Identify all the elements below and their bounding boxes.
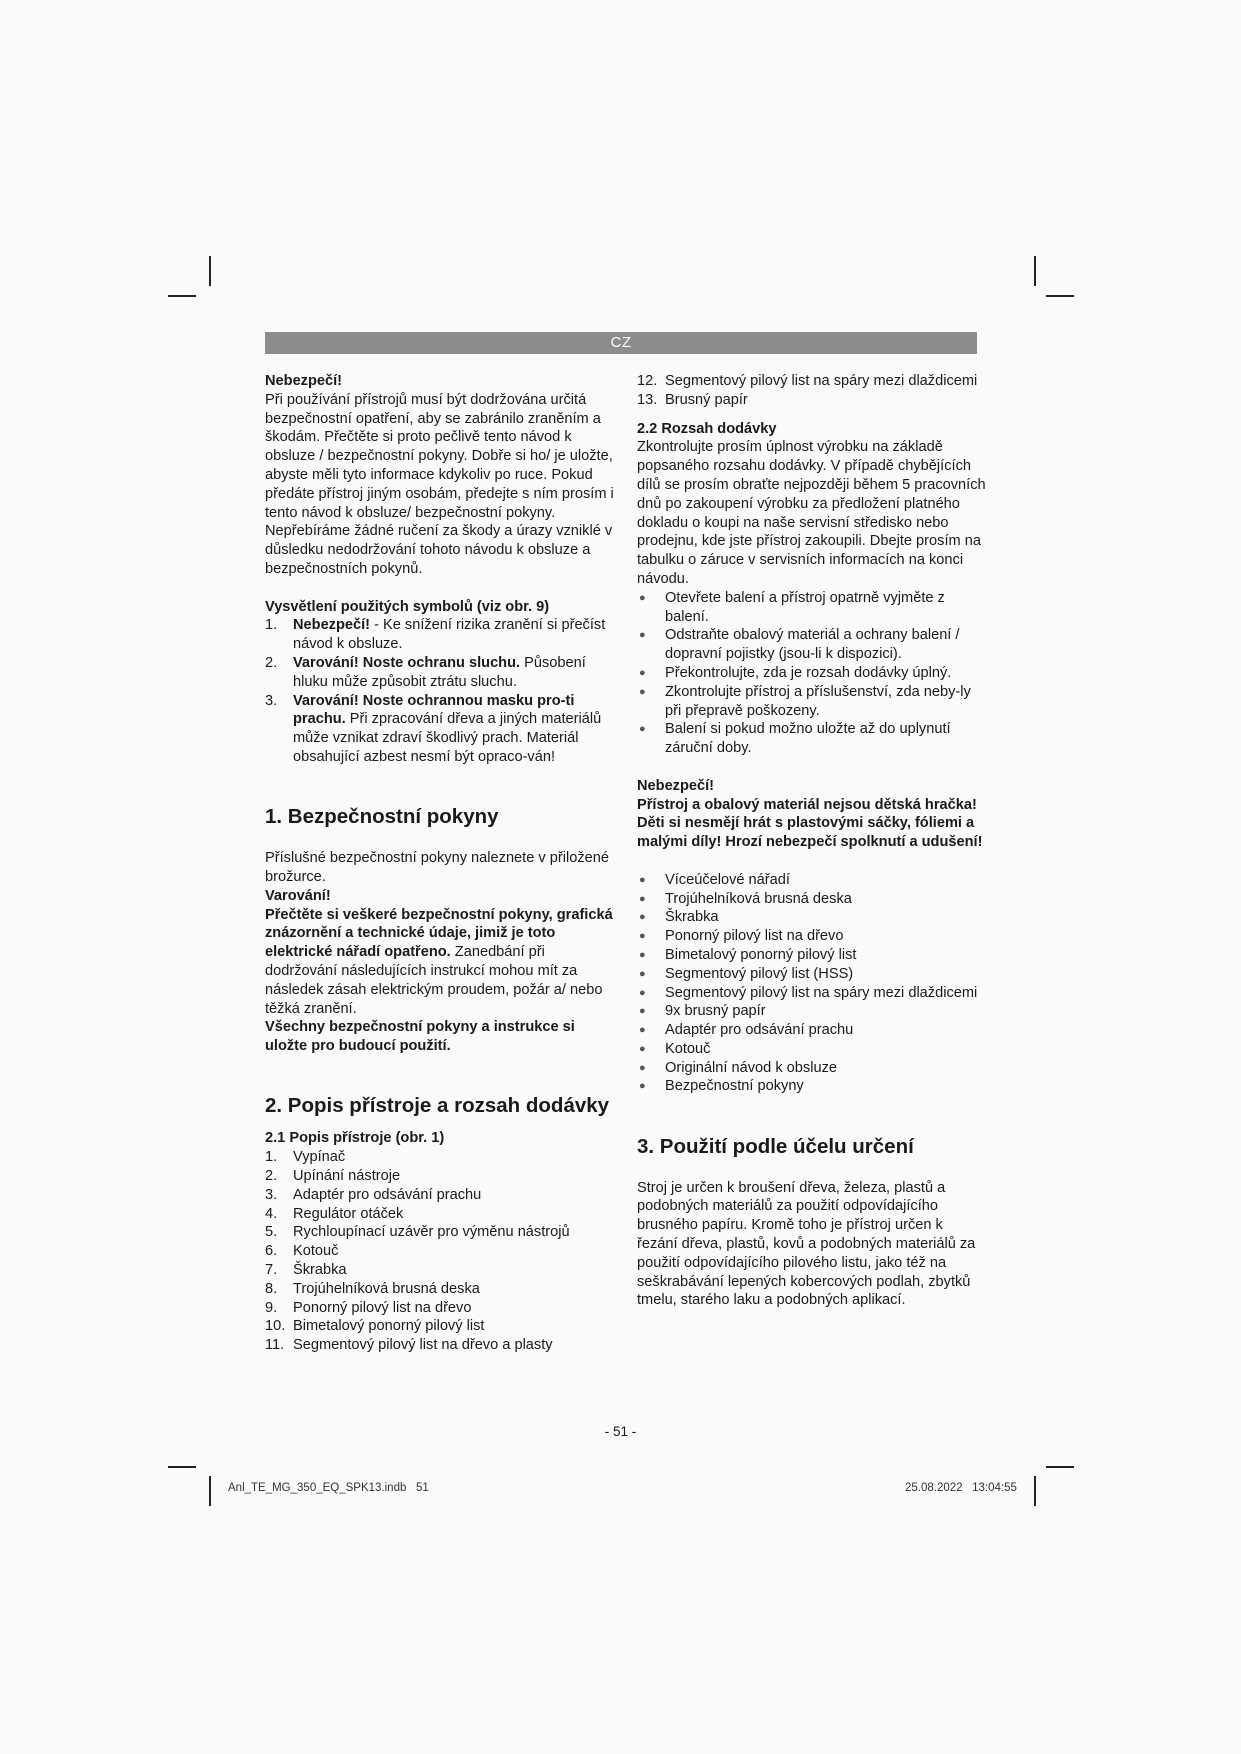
list-item: 6. Kotouč — [265, 1243, 339, 1260]
section-heading: 2. Popis přístroje a rozsah dodávky — [265, 1094, 610, 1118]
print-timestamp: 25.08.2022 13:04:55 — [905, 1482, 1017, 1494]
right-column — [637, 372, 987, 1310]
list-item: ● Kotouč — [639, 1040, 711, 1057]
crop-mark — [168, 295, 196, 297]
crop-mark — [1034, 1476, 1036, 1506]
crop-mark — [1034, 256, 1036, 286]
warning-text: Při používání přístrojů musí být dodržována určitá bezpečnostní opatření, aby se zabránilo zraněním a škodám. Přečtěte si proto pečlivě tento návod k obsluze / bezpečnostní pokyny. Dobře si ho/ je uložte, abyste měli tyto informace kdykoliv po ruce. Pokud předáte přístroj jiným osobám, předejte s ním prosím i tento návod k obsluze/ bezpečnostní pokyny. Nepřebíráme žádné ručení za škody a úrazy vzniklé v důsledku nedodržování tohoto návodu k obsluze a bezpečnostních pokynů. — [265, 391, 614, 577]
list-item: 7. Škrabka — [265, 1262, 347, 1279]
list-item: ● Otevřete balení a přístroj opatrně vyjměte z balení. — [639, 589, 945, 625]
list-item: 5. Rychloupínací uzávěr pro výměnu nástrojů — [265, 1224, 570, 1241]
parts-list — [265, 1148, 617, 1355]
list-item: 2. Varování! Noste ochranu sluchu. Působení hluku může způsobit ztrátu sluchu. — [265, 654, 586, 690]
list-item: 9. Ponorný pilový list na dřevo — [265, 1299, 472, 1316]
warning-title: Varování! — [265, 887, 331, 904]
crop-mark — [209, 1476, 211, 1506]
list-item: ● Bezpečnostní pokyny — [639, 1078, 804, 1095]
list-item: 8. Trojúhelníková brusná deska — [265, 1280, 480, 1297]
paragraph: Zkontrolujte prosím úplnost výrobku na základě popsaného rozsahu dodávky. V případě chybějících dílů se prosím obraťte nejpozději během 5 pracovních dnů po zakoupení výrobku za předložení platného dokladu o koupi na naše servisní středisko nebo prodejnu, kde jste přístroj zakoupili. Dbejte prosím na tabulku o záruce v servisních informacích na konci návodu. — [637, 439, 986, 587]
bullet-icon: ● — [639, 1061, 646, 1074]
list-item: ● Adaptér pro odsávání prachu — [639, 1022, 854, 1039]
bullet-icon: ● — [639, 685, 646, 698]
list-item: ● Trojúhelníková brusná deska — [639, 890, 852, 907]
bullet-icon: ● — [639, 986, 646, 999]
list-item: ● Originální návod k obsluze — [639, 1059, 837, 1076]
warning-title: Nebezpečí! — [637, 777, 715, 794]
crop-mark — [209, 256, 211, 286]
file-slug: Anl_TE_MG_350_EQ_SPK13.indb 51 — [228, 1482, 429, 1494]
list-item: 3. Varování! Noste ochrannou masku pro-ti prachu. Při zpracování dřeva a jiných materiálů může vznikat zdraví škodlivý prach. Materiál obsahující azbest nesmí být opraco-ván! — [265, 692, 602, 765]
list-item: ● Zkontrolujte přístroj a příslušenství, zda neby-ly při přepravě poškozeny. — [639, 683, 971, 719]
list-item: 10. Bimetalový ponorný pilový list — [265, 1318, 485, 1335]
bullet-icon: ● — [639, 1005, 646, 1018]
list-item: ● Balení si pokud možno uložte až do uplynutí záruční doby. — [639, 721, 951, 757]
bullet-icon: ● — [639, 892, 646, 905]
scope-of-delivery-list — [637, 871, 987, 1097]
paragraph: Příslušné bezpečnostní pokyny naleznete v přiložené brožurce. — [265, 850, 609, 885]
paragraph: Stroj je určen k broušení dřeva, železa, plastů a podobných materiálů za použití odpovídajícího brusného papíru. Kromě toho je přístroj určen k řezání dřeva, plastů, kovů a podobných materiálů za použití odpovídajícího pilového listu, jako též na seškrabávání lepených kobercových podlah, zbytků tmelu, starého laku a podobných aplikací. — [637, 1179, 976, 1309]
symbols-list — [265, 616, 617, 766]
unpack-steps-list — [637, 589, 987, 758]
left-column — [265, 372, 617, 1355]
section-heading: 1. Bezpečnostní pokyny — [265, 805, 499, 829]
parts-list-continued — [637, 372, 987, 410]
crop-mark — [168, 1466, 196, 1468]
list-item: ● Odstraňte obalový materiál a ochrany balení / dopravní pojistky (jsou-li k dispozici). — [639, 627, 960, 663]
bullet-icon: ● — [639, 1080, 646, 1093]
symbols-title: Vysvětlení použitých symbolů (viz obr. 9) — [265, 598, 550, 615]
warning-text: Přístroj a obalový materiál nejsou dětská hračka! Děti si nesmějí hrát s plastovými sáčky, fóliemi a malými díly! Hrozí nebezpečí spolknutí a udušení! — [637, 796, 983, 851]
crop-mark — [1046, 295, 1074, 297]
bullet-icon: ● — [639, 873, 646, 886]
list-item: 4. Regulátor otáček — [265, 1205, 404, 1222]
list-item: 11. Segmentový pilový list na dřevo a plasty — [265, 1337, 553, 1354]
crop-mark — [1046, 1466, 1074, 1468]
bullet-icon: ● — [639, 666, 646, 679]
warning-title: Nebezpečí! — [265, 373, 343, 389]
subsection-heading: 2.1 Popis přístroje (obr. 1) — [265, 1130, 445, 1147]
list-item: 12. Segmentový pilový list na spáry mezi dlaždicemi — [637, 373, 978, 389]
list-item: ● Bimetalový ponorný pilový list — [639, 946, 857, 963]
bullet-icon: ● — [639, 948, 646, 961]
section-heading: 3. Použití podle účelu určení — [637, 1134, 914, 1158]
list-item: 1. Nebezpečí! - Ke snížení rizika zranění si přečíst návod k obsluze. — [265, 617, 606, 653]
bullet-icon: ● — [639, 591, 646, 604]
list-item: 13. Brusný papír — [637, 391, 748, 408]
paragraph: Všechny bezpečnostní pokyny a instrukce si uložte pro budoucí použití. — [265, 1019, 575, 1055]
bullet-icon: ● — [639, 1024, 646, 1037]
list-item: 2. Upínání nástroje — [265, 1168, 401, 1185]
bullet-icon: ● — [639, 930, 646, 943]
list-item: ● Ponorný pilový list na dřevo — [639, 928, 844, 945]
bullet-icon: ● — [639, 723, 646, 736]
list-item: ● Segmentový pilový list na spáry mezi dlaždicemi — [639, 984, 978, 1001]
list-item: ● Segmentový pilový list (HSS) — [639, 965, 854, 982]
paragraph: Přečtěte si veškeré bezpečnostní pokyny, grafická znázornění a technické údaje, jimiž je toto elektrické nářadí opatřeno. Zanedbání při dodržování následujících instrukcí mohou mít za následek zásah elektrickým proudem, požár a/ nebo těžká zranění. — [265, 906, 613, 1017]
list-item: 3. Adaptér pro odsávání prachu — [265, 1186, 482, 1203]
list-item: ● Škrabka — [639, 909, 719, 926]
page-number: - 51 - — [604, 1424, 637, 1439]
list-item: ● Překontrolujte, zda je rozsah dodávky úplný. — [639, 664, 952, 681]
language-header-bar: CZ — [265, 332, 977, 354]
list-item: ● Víceúčelové nářadí — [639, 871, 790, 888]
bullet-icon: ● — [639, 911, 646, 924]
bullet-icon: ● — [639, 1042, 646, 1055]
list-item: 1. Vypínač — [265, 1149, 346, 1166]
bullet-icon: ● — [639, 629, 646, 642]
bullet-icon: ● — [639, 967, 646, 980]
list-item: ● 9x brusný papír — [639, 1003, 766, 1020]
subsection-heading: 2.2 Rozsah dodávky — [637, 420, 777, 437]
